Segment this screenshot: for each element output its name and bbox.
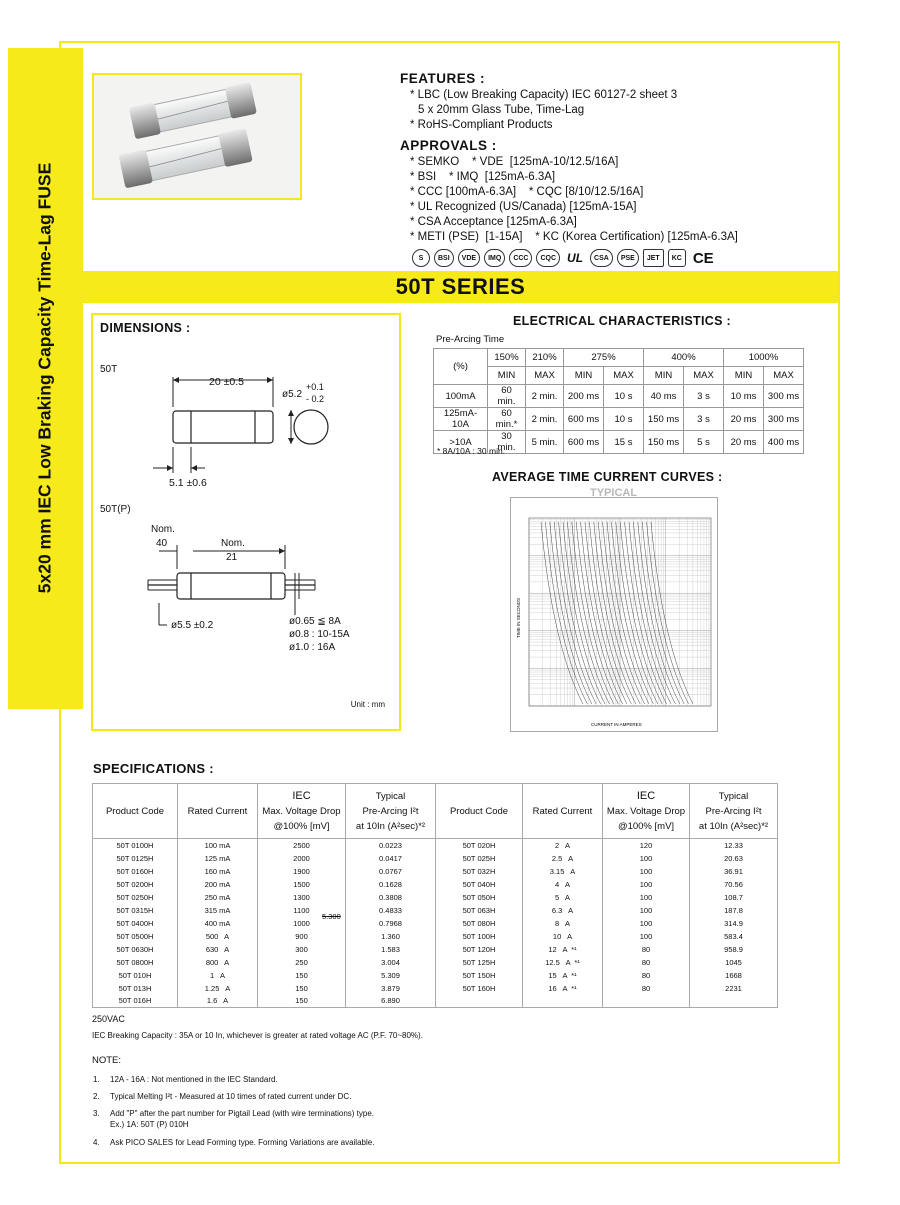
table-cell: 160 mA bbox=[178, 865, 258, 878]
note-number: 2. bbox=[93, 1092, 100, 1101]
pct-1000: 1000% bbox=[724, 349, 804, 367]
jet-mark-icon: JET bbox=[643, 249, 664, 267]
dimensions-title: DIMENSIONS : bbox=[100, 321, 191, 335]
table-cell: 958.9 bbox=[690, 943, 778, 956]
table-cell: 3 s bbox=[684, 385, 724, 408]
table-row bbox=[93, 865, 778, 878]
table-cell: 1668 bbox=[690, 969, 778, 982]
table-cell: 80 bbox=[603, 956, 690, 969]
table-row bbox=[434, 408, 804, 431]
dimensions-drawing bbox=[93, 315, 399, 729]
bsi-mark-icon: BSI bbox=[434, 249, 454, 267]
table-cell: 1045 bbox=[690, 956, 778, 969]
table-cell: 1100 bbox=[258, 904, 346, 917]
dimensions-box bbox=[91, 313, 401, 731]
table-cell: 100 bbox=[603, 891, 690, 904]
diameter-tol-plus: +0.1 bbox=[306, 382, 324, 392]
table-cell: 12.33 bbox=[690, 839, 778, 852]
features-block bbox=[400, 71, 820, 267]
note-item bbox=[93, 1137, 374, 1148]
col-product-code: Product Code bbox=[436, 784, 523, 839]
imq-mark-icon: IMQ bbox=[484, 249, 505, 267]
table-cell: 3.004 bbox=[346, 956, 436, 969]
label-50t: 50T bbox=[100, 364, 118, 375]
table-cell: 50T 120H bbox=[436, 943, 523, 956]
table-cell bbox=[436, 995, 523, 1008]
table-cell: 50T 010H bbox=[93, 969, 178, 982]
table-cell: 630 A bbox=[178, 943, 258, 956]
header-at10: at 10In (A²sec)*² bbox=[355, 820, 426, 832]
table-cell: 0.4833 bbox=[346, 904, 436, 917]
table-cell: 6.890 bbox=[346, 995, 436, 1008]
header-at100: @100% [mV] bbox=[617, 820, 675, 832]
table-cell: 100 mA bbox=[178, 839, 258, 852]
table-cell: 2 A bbox=[523, 839, 603, 852]
table-cell: 20 ms bbox=[724, 431, 764, 454]
table-cell: 0.0223 bbox=[346, 839, 436, 852]
table-cell: 50T 020H bbox=[436, 839, 523, 852]
table-row bbox=[93, 891, 778, 904]
table-cell: 583.4 bbox=[690, 930, 778, 943]
table-cell: 100mA bbox=[434, 385, 488, 408]
pct-header: (%) bbox=[434, 349, 488, 385]
approval-item: * METI (PSE) [1-15A] * KC (Korea Certification) [125mA-6.3A] bbox=[410, 231, 738, 243]
diameter-tol-minus: - 0.2 bbox=[306, 394, 325, 404]
note-number: 1. bbox=[93, 1075, 100, 1084]
header-iec: IEC bbox=[636, 789, 656, 802]
header-max-drop: Max. Voltage Drop bbox=[606, 805, 686, 817]
table-cell: 3.15 A bbox=[523, 865, 603, 878]
table-cell: 50T 032H bbox=[436, 865, 523, 878]
table-cell: 100 bbox=[603, 904, 690, 917]
table-cell: 100 bbox=[603, 865, 690, 878]
table-cell: 15 A *¹ bbox=[523, 969, 603, 982]
table-cell: 600 ms bbox=[564, 431, 604, 454]
table-cell: 250 bbox=[258, 956, 346, 969]
note-subtext: Ex.) 1A: 50T (P) 010H bbox=[110, 1120, 189, 1129]
certification-marks bbox=[412, 249, 820, 267]
features-title: FEATURES : bbox=[400, 71, 485, 86]
table-cell: 400 mA bbox=[178, 917, 258, 930]
table-cell: 60 min.* bbox=[488, 408, 526, 431]
table-cell: 10 ms bbox=[724, 385, 764, 408]
table-cell: 125mA-10A bbox=[434, 408, 488, 431]
table-cell: 187.8 bbox=[690, 904, 778, 917]
pre-arcing-label: Pre-Arcing Time bbox=[436, 334, 505, 345]
pct-150: 150% bbox=[488, 349, 526, 367]
minmax-cell: MAX bbox=[764, 367, 804, 385]
table-cell: 12 A *¹ bbox=[523, 943, 603, 956]
table-cell: 600 ms bbox=[564, 408, 604, 431]
minmax-cell: MIN bbox=[488, 367, 526, 385]
table-row bbox=[93, 930, 778, 943]
table-cell: 12.5 A *¹ bbox=[523, 956, 603, 969]
table-cell: 100 bbox=[603, 917, 690, 930]
table-cell: 2 min. bbox=[526, 385, 564, 408]
table-cell: 100 bbox=[603, 930, 690, 943]
ce-mark-icon: CE bbox=[692, 249, 714, 267]
struck-value: 5.300 bbox=[322, 912, 341, 921]
table-cell: 3 s bbox=[684, 408, 724, 431]
note-number: 3. bbox=[93, 1109, 100, 1118]
table-cell: 50T 025H bbox=[436, 852, 523, 865]
table-cell: 5 s bbox=[684, 431, 724, 454]
table-cell: 10 s bbox=[604, 408, 644, 431]
approval-item: * UL Recognized (US/Canada) [125mA-15A] bbox=[410, 201, 637, 213]
table-cell: 100 bbox=[603, 852, 690, 865]
header-typical: Typical bbox=[718, 790, 749, 802]
table-cell: 16 A *¹ bbox=[523, 982, 603, 995]
table-cell: 1000 bbox=[258, 917, 346, 930]
table-cell: 50T 0200H bbox=[93, 878, 178, 891]
table-cell: 2500 bbox=[258, 839, 346, 852]
note-text: Typical Melting I²t - Measured at 10 times of rated current under DC. bbox=[110, 1092, 352, 1101]
nominal-40-value: 40 bbox=[156, 538, 168, 549]
header-pre-arcing: Pre-Arcing I²t bbox=[362, 805, 419, 817]
col-rated-current: Rated Current bbox=[178, 784, 258, 839]
nominal-21-value: 21 bbox=[226, 552, 238, 563]
diameter-dimension: ø5.2 bbox=[282, 389, 303, 400]
table-cell: 4 A bbox=[523, 878, 603, 891]
table-cell: 50T 063H bbox=[436, 904, 523, 917]
table-cell: 10 s bbox=[604, 385, 644, 408]
table-cell: 50T 0400H bbox=[93, 917, 178, 930]
table-row bbox=[434, 385, 804, 408]
approval-item: * SEMKO * VDE [125mA-10/12.5/16A] bbox=[410, 156, 619, 168]
product-photo bbox=[92, 73, 302, 200]
table-cell: 100 bbox=[603, 878, 690, 891]
table-cell: 15 s bbox=[604, 431, 644, 454]
col-voltage-drop bbox=[258, 784, 346, 839]
col-i2t bbox=[346, 784, 436, 839]
feature-item: 5 x 20mm Glass Tube, Time-Lag bbox=[418, 104, 585, 116]
voltage-rating: 250VAC bbox=[92, 1014, 125, 1024]
wire-size-2: ø0.8 : 10-15A bbox=[289, 629, 350, 640]
note-item bbox=[93, 1108, 374, 1130]
table-cell: 8 A bbox=[523, 917, 603, 930]
table-row bbox=[93, 943, 778, 956]
table-cell: 0.3808 bbox=[346, 891, 436, 904]
curves-chart bbox=[510, 497, 718, 732]
table-cell: 250 mA bbox=[178, 891, 258, 904]
table-cell: 0.0417 bbox=[346, 852, 436, 865]
col-i2t bbox=[690, 784, 778, 839]
note-number: 4. bbox=[93, 1138, 100, 1147]
nominal-21-label: Nom. bbox=[221, 538, 245, 549]
table-cell: 5 min. bbox=[526, 431, 564, 454]
table-cell: 50T 160H bbox=[436, 982, 523, 995]
table-cell: 1900 bbox=[258, 865, 346, 878]
table-cell bbox=[603, 995, 690, 1008]
table-cell: 50T 0125H bbox=[93, 852, 178, 865]
table-cell: 0.7968 bbox=[346, 917, 436, 930]
table-cell: 900 bbox=[258, 930, 346, 943]
table-cell: 0.0767 bbox=[346, 865, 436, 878]
table-cell: 1300 bbox=[258, 891, 346, 904]
approvals-title: APPROVALS : bbox=[400, 138, 497, 153]
electrical-note: * 8A/10A : 30 min. bbox=[437, 446, 506, 456]
approval-item: * CCC [100mA-6.3A] * CQC [8/10/12.5/16A] bbox=[410, 186, 644, 198]
curves-title: AVERAGE TIME CURRENT CURVES : bbox=[492, 470, 723, 484]
table-row bbox=[93, 969, 778, 982]
length-dimension: 20 ±0.5 bbox=[209, 376, 244, 388]
table-row bbox=[93, 839, 778, 852]
table-cell: 70.56 bbox=[690, 878, 778, 891]
table-cell: 300 ms bbox=[764, 408, 804, 431]
table-cell: 50T 0250H bbox=[93, 891, 178, 904]
header-typical: Typical bbox=[375, 790, 406, 802]
minmax-cell: MAX bbox=[526, 367, 564, 385]
specifications-title: SPECIFICATIONS : bbox=[93, 761, 214, 776]
wire-size-1: ø0.65 ≦ 8A bbox=[289, 616, 341, 627]
specifications-table bbox=[92, 783, 778, 1008]
table-cell: 400 ms bbox=[764, 431, 804, 454]
table-cell: 80 bbox=[603, 943, 690, 956]
table-cell: 150 bbox=[258, 995, 346, 1008]
table-row bbox=[93, 982, 778, 995]
table-cell: 0.1628 bbox=[346, 878, 436, 891]
ccc-mark-icon: CCC bbox=[509, 249, 532, 267]
curves-x-label: CURRENT IN AMPERES bbox=[591, 722, 642, 727]
table-cell: 50T 125H bbox=[436, 956, 523, 969]
table-cell: >10A bbox=[434, 431, 488, 454]
table-cell: 315 mA bbox=[178, 904, 258, 917]
table-cell: 300 bbox=[258, 943, 346, 956]
pct-400: 400% bbox=[644, 349, 724, 367]
table-cell: 30 min. bbox=[488, 431, 526, 454]
table-cell: 150 bbox=[258, 982, 346, 995]
table-cell: 150 bbox=[258, 969, 346, 982]
table-cell: 2231 bbox=[690, 982, 778, 995]
table-row bbox=[93, 917, 778, 930]
note-text: 12A - 16A : Not mentioned in the IEC Standard. bbox=[110, 1075, 278, 1084]
table-cell: 1.360 bbox=[346, 930, 436, 943]
semko-mark-icon: S bbox=[412, 249, 430, 267]
pct-275: 275% bbox=[564, 349, 644, 367]
curves-typical: TYPICAL bbox=[590, 487, 638, 499]
feature-item: * RoHS-Compliant Products bbox=[410, 119, 553, 131]
table-cell: 80 bbox=[603, 982, 690, 995]
header-iec: IEC bbox=[292, 789, 311, 802]
table-cell: 1.25 A bbox=[178, 982, 258, 995]
wire-size-3: ø1.0 : 16A bbox=[289, 642, 336, 653]
minmax-cell: MIN bbox=[644, 367, 684, 385]
table-row bbox=[93, 995, 778, 1008]
col-product-code: Product Code bbox=[93, 784, 178, 839]
table-cell: 10 A bbox=[523, 930, 603, 943]
table-cell: 6.3 A bbox=[523, 904, 603, 917]
table-cell: 20 ms bbox=[724, 408, 764, 431]
feature-item: * LBC (Low Breaking Capacity) IEC 60127-2 sheet 3 bbox=[410, 89, 678, 101]
note-item bbox=[93, 1074, 278, 1085]
table-cell: 50T 0630H bbox=[93, 943, 178, 956]
table-cell: 125 mA bbox=[178, 852, 258, 865]
header-at100: @100% [mV] bbox=[273, 820, 330, 832]
table-cell: 40 ms bbox=[644, 385, 684, 408]
table-cell: 50T 040H bbox=[436, 878, 523, 891]
table-cell: 50T 016H bbox=[93, 995, 178, 1008]
table-cell: 1500 bbox=[258, 878, 346, 891]
table-cell: 20.63 bbox=[690, 852, 778, 865]
table-cell: 50T 100H bbox=[436, 930, 523, 943]
table-cell: 300 ms bbox=[764, 385, 804, 408]
approval-item: * BSI * IMQ [125mA-6.3A] bbox=[410, 171, 556, 183]
note-text: Add "P" after the part number for Pigtail Lead (with wire terminations) type. bbox=[110, 1109, 375, 1118]
cqc-mark-icon: CQC bbox=[536, 249, 560, 267]
table-cell: 1 A bbox=[178, 969, 258, 982]
table-cell: 50T 080H bbox=[436, 917, 523, 930]
table-cell: 50T 0160H bbox=[93, 865, 178, 878]
csa-mark-icon: CSA bbox=[590, 249, 613, 267]
col-rated-current: Rated Current bbox=[523, 784, 603, 839]
table-cell: 60 min. bbox=[488, 385, 526, 408]
minmax-cell: MIN bbox=[564, 367, 604, 385]
table-cell: 80 bbox=[603, 969, 690, 982]
diameter-p-dimension: ø5.5 ±0.2 bbox=[171, 620, 214, 631]
electrical-table bbox=[433, 348, 804, 454]
breaking-capacity: IEC Breaking Capacity : 35A or 10 In, whichever is greater at rated voltage AC (P.F. 70~80%). bbox=[92, 1031, 423, 1040]
curves-graph bbox=[511, 498, 717, 731]
series-title: 50T SERIES bbox=[395, 274, 526, 299]
table-cell: 3.879 bbox=[346, 982, 436, 995]
note-text: Ask PICO SALES for Lead Forming type. Forming Variations are available. bbox=[110, 1138, 375, 1147]
table-cell: 500 A bbox=[178, 930, 258, 943]
table-cell: 50T 0100H bbox=[93, 839, 178, 852]
table-cell: 150 ms bbox=[644, 431, 684, 454]
table-cell: 50T 150H bbox=[436, 969, 523, 982]
table-cell: 2000 bbox=[258, 852, 346, 865]
ul-mark-icon: UL bbox=[567, 250, 584, 265]
table-cell: 150 ms bbox=[644, 408, 684, 431]
table-cell: 50T 050H bbox=[436, 891, 523, 904]
table-cell: 200 mA bbox=[178, 878, 258, 891]
unit-label: Unit : mm bbox=[350, 700, 385, 709]
minmax-cell: MAX bbox=[604, 367, 644, 385]
table-row bbox=[93, 878, 778, 891]
table-cell: 5.309 bbox=[346, 969, 436, 982]
table-cell: 108.7 bbox=[690, 891, 778, 904]
table-cell: 5 A bbox=[523, 891, 603, 904]
notes-title: NOTE: bbox=[92, 1055, 122, 1066]
minmax-cell: MIN bbox=[724, 367, 764, 385]
table-cell bbox=[523, 995, 603, 1008]
table-cell: 50T 013H bbox=[93, 982, 178, 995]
minmax-cell: MAX bbox=[684, 367, 724, 385]
table-cell: 1.583 bbox=[346, 943, 436, 956]
table-cell: 2.5 A bbox=[523, 852, 603, 865]
electrical-title: ELECTRICAL CHARACTERISTICS : bbox=[513, 314, 731, 328]
side-title: 5x20 mm IEC Low Braking Capacity Time-Lag FUSE bbox=[34, 162, 55, 594]
curves-y-label: TIME IN SECONDS bbox=[516, 597, 521, 638]
approval-item: * CSA Acceptance [125mA-6.3A] bbox=[410, 216, 577, 228]
kc-mark-icon: KC bbox=[668, 249, 686, 267]
table-cell: 1.6 A bbox=[178, 995, 258, 1008]
vde-mark-icon: VDE bbox=[458, 249, 480, 267]
table-cell: 50T 0800H bbox=[93, 956, 178, 969]
table-row bbox=[93, 852, 778, 865]
cap-dimension: 5.1 ±0.6 bbox=[169, 477, 207, 489]
label-50tp: 50T(P) bbox=[100, 504, 131, 515]
table-cell: 314.9 bbox=[690, 917, 778, 930]
table-cell bbox=[690, 995, 778, 1008]
nominal-40-label: Nom. bbox=[151, 524, 175, 535]
table-cell: 2 min. bbox=[526, 408, 564, 431]
table-cell: 50T 0500H bbox=[93, 930, 178, 943]
note-item bbox=[93, 1091, 351, 1102]
pct-210: 210% bbox=[526, 349, 564, 367]
table-cell: 120 bbox=[603, 839, 690, 852]
col-voltage-drop bbox=[603, 784, 690, 839]
table-cell: 200 ms bbox=[564, 385, 604, 408]
table-cell: 50T 0315H bbox=[93, 904, 178, 917]
table-row bbox=[93, 956, 778, 969]
table-row bbox=[93, 904, 778, 917]
table-cell: 36.91 bbox=[690, 865, 778, 878]
pse-mark-icon: PSE bbox=[617, 249, 639, 267]
table-cell: 800 A bbox=[178, 956, 258, 969]
header-pre-arcing: Pre-Arcing I²t bbox=[705, 805, 762, 817]
header-max-drop: Max. Voltage Drop bbox=[262, 805, 341, 817]
header-at10: at 10In (A²sec)*² bbox=[698, 820, 769, 832]
